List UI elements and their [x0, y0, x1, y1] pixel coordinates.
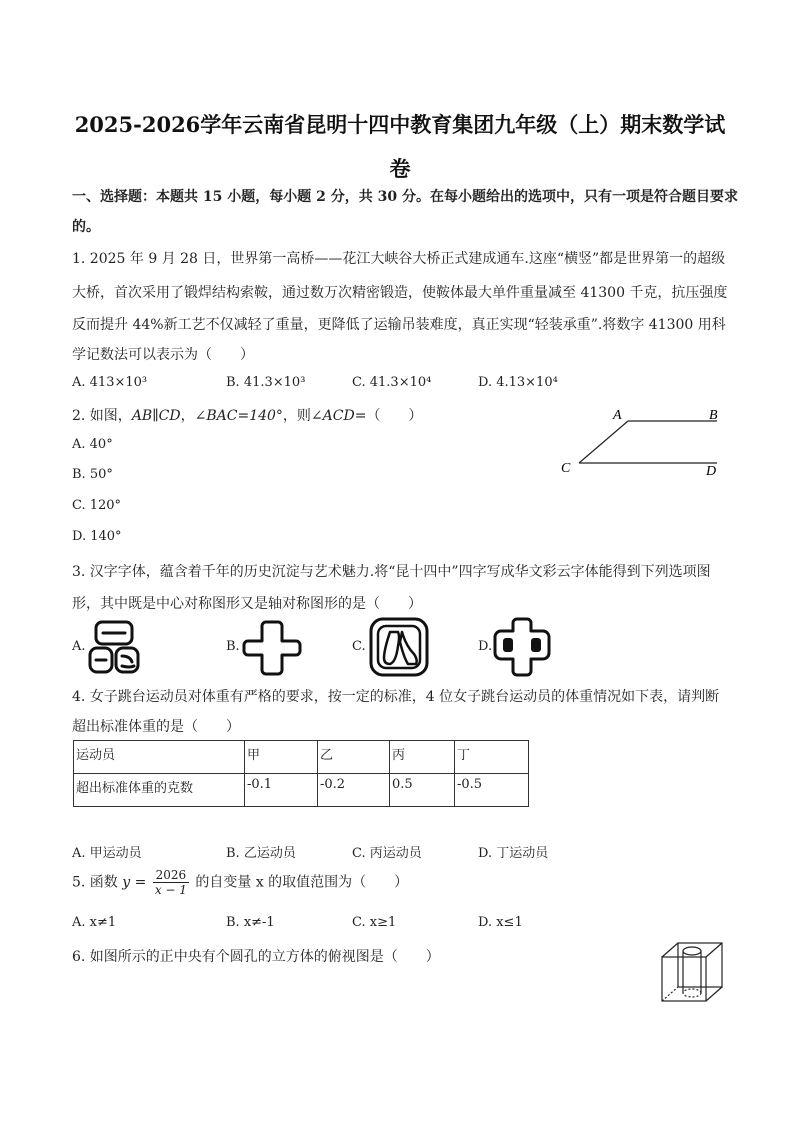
exam-title-line2: 卷 — [389, 156, 411, 181]
q2-separator: ， — [180, 408, 195, 424]
q3-option-b-label[interactable]: B. — [226, 639, 240, 654]
q1-line3: 反而提升 44%新工艺不仅减轻了重量，更降低了运输吊装难度，真正实现“轻装承重”.将数字 41300 用科 — [72, 317, 726, 333]
q4-weight-table — [73, 740, 529, 807]
q1-option-d[interactable]: D. 4.13×10⁴ — [478, 375, 558, 390]
q1-line1: 1. 2025 年 9 月 28 日，世界第一高桥——花江大峡谷大桥正式建成通车.这座“横竖”都是世界第一的超级 — [72, 251, 726, 267]
q5-option-a[interactable]: A. x≠1 — [72, 915, 117, 930]
q5-y: y — [122, 874, 131, 891]
q3-glyph-zhong[interactable] — [492, 616, 552, 678]
q3-glyph-d-text: 中 — [492, 616, 493, 617]
q2-ask-angle: ∠ACD= — [310, 408, 367, 424]
q3-line1: 3. 汉字字体，蕴含着千年的历史沉淀与艺术魅力.将“昆十四中”四字写成华文彩云字体能得到下列选项图 — [72, 564, 711, 580]
table-cell: -0.2 — [318, 774, 390, 807]
table-header-row — [74, 741, 529, 774]
table-cell: 甲 — [245, 741, 318, 774]
q5-option-d[interactable]: D. x≤1 — [478, 915, 523, 930]
q2-stem — [72, 405, 422, 425]
q1-option-b[interactable]: B. 41.3×10³ — [226, 375, 306, 390]
q2-condition-angle: ∠BAC=140° — [194, 408, 283, 424]
table-row — [74, 774, 529, 807]
q1-option-a[interactable]: A. 413×10³ — [72, 375, 148, 390]
q3-glyph-a-text: 昆 — [86, 618, 87, 619]
point-c-label: C — [561, 461, 571, 476]
q2-option-b[interactable]: B. 50° — [72, 467, 113, 482]
q1-option-c[interactable]: C. 41.3×10⁴ — [352, 375, 432, 390]
q5-option-c[interactable]: C. x≥1 — [352, 915, 397, 930]
q4-line2: 超出标准体重的是（ ） — [72, 719, 240, 735]
q5-equals: = — [130, 874, 151, 891]
table-cell: -0.1 — [245, 774, 318, 807]
q4-line1: 4. 女子跳台运动员对体重有严格的要求，按一定的标准，4 位女子跳台运动员的体重情况如下表，请判断 — [72, 689, 720, 705]
point-b-label: B — [709, 408, 718, 423]
q4-option-b[interactable]: B. 乙运动员 — [226, 846, 296, 861]
q2-prefix: 2. 如图， — [72, 408, 132, 424]
q4-option-c[interactable]: C. 丙运动员 — [352, 846, 422, 861]
q5-suffix: 的自变量 x 的取值范围为（ ） — [190, 874, 409, 891]
point-d-label: D — [706, 464, 717, 479]
q6-stem: 6. 如图所示的正中央有个圆孔的立方体的俯视图是（ ） — [72, 949, 440, 965]
q2-option-a[interactable]: A. 40° — [72, 437, 113, 452]
q1-line2: 大桥，首次采用了锻焊结构索鞍，通过数万次精密锻造，使鞍体最大单件重量减至 41300 千克，抗压强度 — [72, 285, 728, 301]
section-header-line2: 的。 — [72, 219, 100, 235]
table-cell: 丙 — [390, 741, 455, 774]
q3-option-c-label[interactable]: C. — [352, 639, 366, 654]
q3-glyph-kun[interactable] — [86, 618, 148, 676]
q2-option-c[interactable]: C. 120° — [72, 498, 122, 513]
q3-option-d-label[interactable]: D. — [478, 639, 493, 654]
q2-option-d[interactable]: D. 140° — [72, 529, 122, 544]
q4-option-a[interactable]: A. 甲运动员 — [72, 846, 142, 861]
q5-numerator: 2026 — [153, 868, 189, 883]
q6-cube-figure — [660, 941, 726, 1007]
q1-line4: 学记数法可以表示为（ ） — [72, 347, 254, 363]
q3-glyph-b-text: 十 — [242, 618, 243, 619]
exam-title — [70, 103, 730, 191]
q5-stem — [72, 868, 408, 897]
table-cell: 超出标准体重的克数 — [74, 774, 245, 807]
q3-glyph-si[interactable] — [368, 616, 430, 678]
q2-mid: ，则 — [282, 408, 311, 424]
q3-glyph-shi[interactable] — [242, 618, 302, 676]
q2-suffix: （ ） — [366, 408, 423, 424]
q3-glyph-c-text: 四 — [368, 616, 369, 617]
section-header-line1: 一、选择题：本题共 15 小题，每小题 2 分，共 30 分。在每小题给出的选项中，只有一项是符合题目要求 — [72, 189, 738, 205]
q3-line2: 形，其中既是中心对称图形又是轴对称图形的是（ ） — [72, 596, 422, 612]
segment-ac — [579, 421, 628, 463]
table-cell: 0.5 — [390, 774, 455, 807]
table-cell: 丁 — [455, 741, 529, 774]
table-cell: 运动员 — [74, 741, 245, 774]
q4-option-d[interactable]: D. 丁运动员 — [478, 846, 549, 861]
table-cell: -0.5 — [455, 774, 529, 807]
q5-fraction — [153, 868, 189, 897]
q2-parallel-lines-figure — [555, 400, 735, 485]
q5-option-b[interactable]: B. x≠-1 — [226, 915, 275, 930]
table-cell: 乙 — [318, 741, 390, 774]
q2-condition-parallel: AB∥CD — [131, 408, 181, 424]
q5-denominator: x − 1 — [154, 883, 187, 897]
q5-prefix: 5. 函数 — [72, 874, 123, 891]
q3-option-a-label[interactable]: A. — [72, 639, 86, 654]
exam-title-line1: 2025-2026学年云南省昆明十四中教育集团九年级（上）期末数学试 — [74, 112, 726, 137]
point-a-label: A — [613, 408, 622, 423]
